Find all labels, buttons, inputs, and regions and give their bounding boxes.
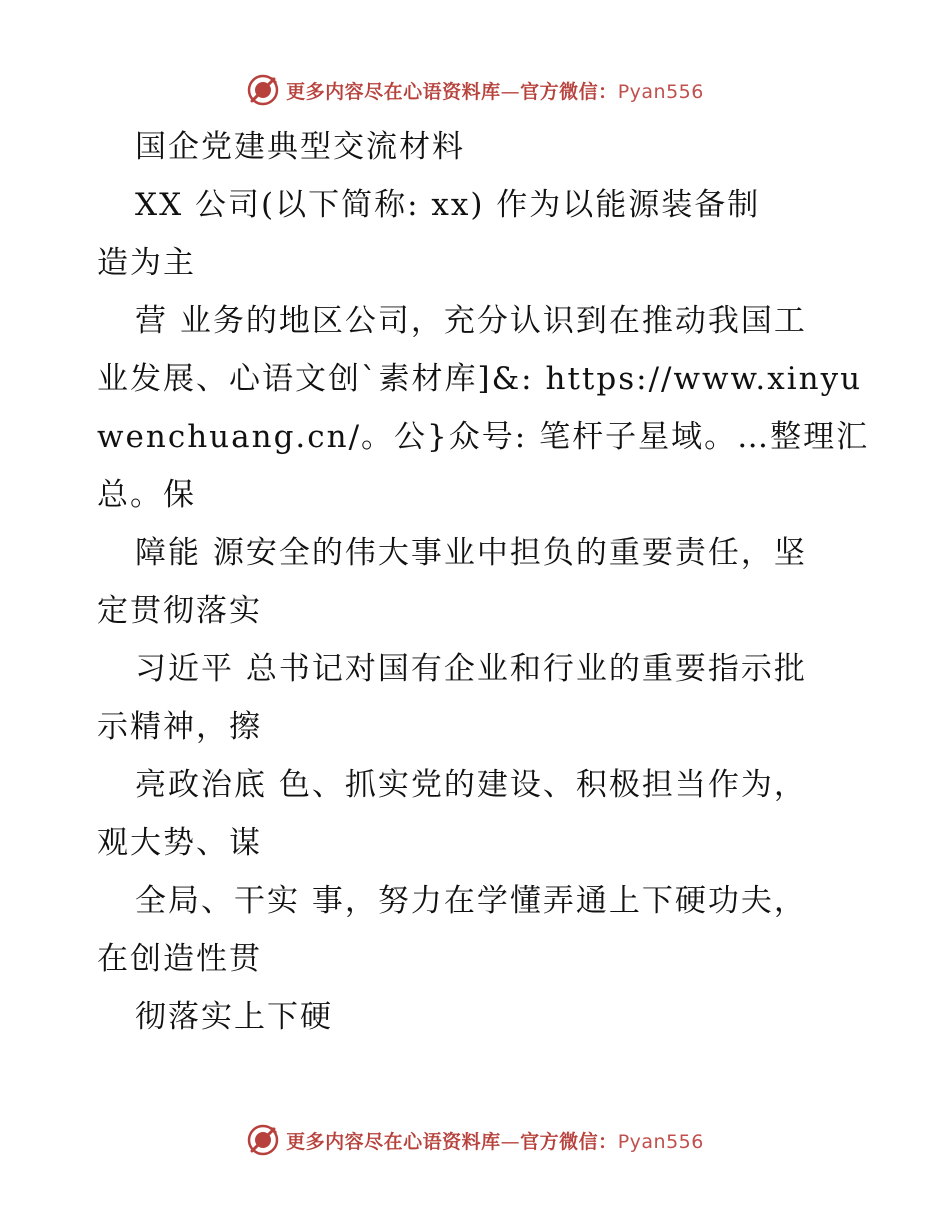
- text-line: 亮政治底 色、抓实党的建设、积极担当作为，: [135, 767, 807, 803]
- text-line: 在创造性贯: [97, 941, 262, 977]
- text-line: 观大势、谋: [97, 825, 262, 861]
- text-line: 障能 源安全的伟大事业中担负的重要责任，坚: [135, 535, 807, 571]
- watermark-separator: —: [500, 1130, 521, 1153]
- watermark-title: 更多内容尽在心语资料库: [286, 1130, 501, 1153]
- text-line: 营 业务的地区公司，充分认识到在推动我国工: [135, 303, 807, 339]
- text-line: 全局、干实 事，努力在学懂弄通上下硬功夫，: [135, 883, 807, 919]
- watermark-wechat-label: 官方微信：: [520, 1130, 618, 1153]
- pen-logo-icon: [246, 1123, 280, 1157]
- watermark-text: [286, 1127, 704, 1154]
- watermark-wechat-id: Pyan556: [617, 80, 704, 103]
- watermark-header: [0, 70, 950, 110]
- watermark-title: 更多内容尽在心语资料库: [286, 80, 501, 103]
- watermark-footer: [0, 1120, 950, 1160]
- watermark-separator: —: [500, 80, 521, 103]
- watermark-text: [286, 77, 704, 104]
- document-title: 国企党建典型交流材料: [135, 129, 465, 165]
- text-line: XX 公司(以下简称: xx) 作为以能源装备制: [135, 187, 761, 223]
- text-line: 定贯彻落实: [97, 593, 262, 629]
- text-line: 习近平 总书记对国有企业和行业的重要指示批: [135, 651, 807, 687]
- text-line: 彻落实上下硬: [135, 999, 333, 1035]
- document-body: [97, 118, 870, 1046]
- text-line: 总。保: [97, 477, 196, 513]
- pen-logo-icon: [246, 73, 280, 107]
- text-line: wenchuang.cn/。公}众号: 笔杆子星域。…整理汇: [97, 419, 870, 455]
- text-line: 示精神，擦: [97, 709, 262, 745]
- watermark-wechat-label: 官方微信：: [520, 80, 618, 103]
- text-line: 造为主: [97, 245, 196, 281]
- watermark-wechat-id: Pyan556: [617, 1130, 704, 1153]
- text-line: 业发展、心语文创`素材库]&: https://www.xinyu: [97, 361, 863, 397]
